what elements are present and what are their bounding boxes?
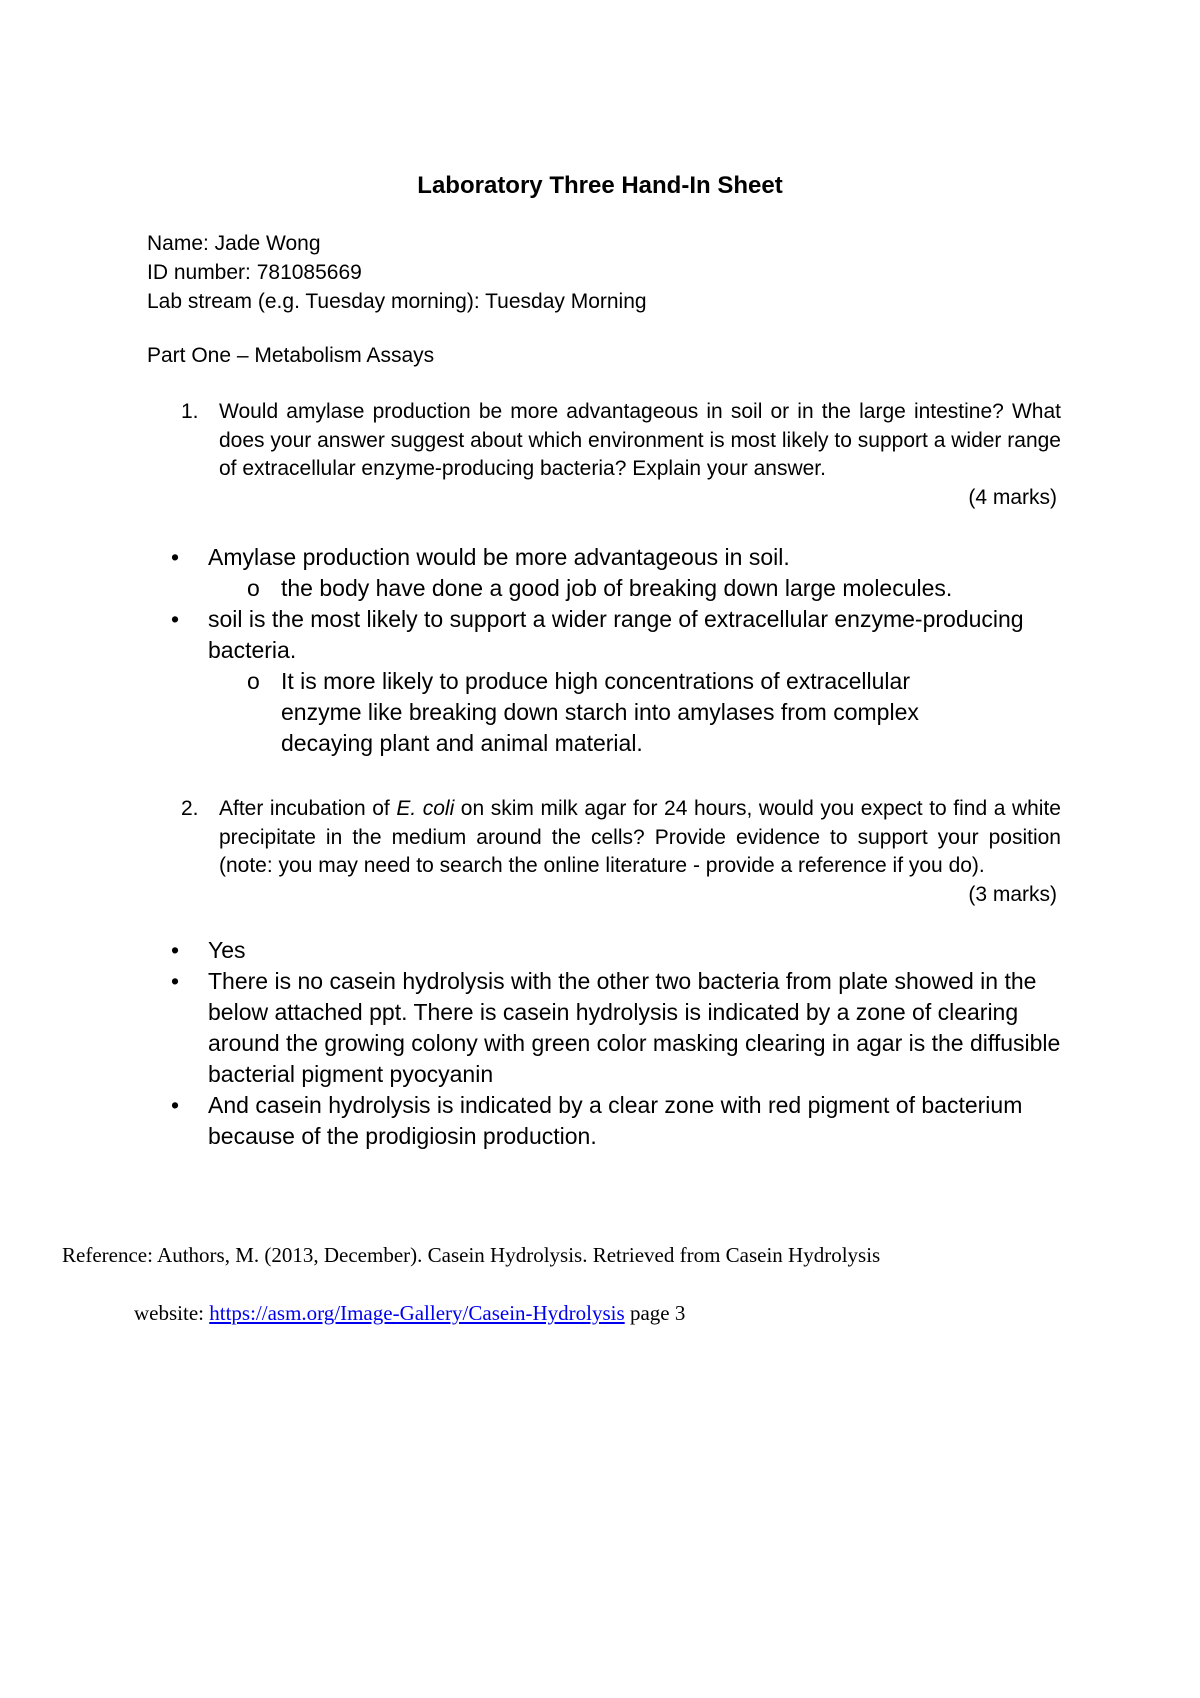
question-text: Would amylase production be more advantageous in soil or in the large intestine? What does your answer suggest about which environment is most likely to support a wider range of extracellular enzyme-producing bacteria? Explain your answer. — [219, 400, 1061, 480]
question-number: 1. — [181, 400, 199, 423]
question-text: After incubation of E. coli on skim milk agar for 24 hours, would you expect to find a white precipitate in the medium around the cells? Provide evidence to support your position (note: you may need to search the online literature - provide a reference if you do). — [219, 797, 1061, 877]
reference-line-1: Reference: Authors, M. (2013, December). Casein Hydrolysis. Retrieved from Casein Hydrolysis — [62, 1243, 881, 1267]
question-number: 2. — [181, 797, 199, 820]
answer-subbullet — [171, 666, 1081, 759]
subbullet-text: It is more likely to produce high concentrations of extracellular enzyme like breaking down starch into amylases from complex decaying plant and animal material. — [281, 668, 919, 756]
answer-bullet: • Amylase production would be more advantageous in soil. — [171, 542, 1081, 573]
answer-bullet: • Yes — [171, 935, 1081, 966]
question-2 — [181, 795, 1061, 909]
section-heading: Part One – Metabolism Assays — [147, 344, 435, 367]
answer-1 — [171, 542, 1081, 759]
question-marks: (3 marks) — [968, 882, 1057, 906]
answer-2 — [171, 935, 1081, 1152]
answer-bullet: • And casein hydrolysis is indicated by a clear zone with red pigment of bacterium because of the prodigiosin production. — [171, 1090, 1081, 1152]
answer-bullet: • There is no casein hydrolysis with the other two bacteria from plate showed in the below attached ppt. There is casein hydrolysis is indicated by a zone of clearing around the growing colony with green color masking clearing in agar is the diffusible bacterial pigment pyocyanin — [171, 966, 1081, 1090]
subbullet-marker: o — [247, 575, 260, 601]
organism-name: E. coli — [396, 797, 455, 820]
answer-subbullet — [171, 573, 1081, 604]
question-1 — [181, 398, 1061, 512]
reference-link[interactable]: https://asm.org/Image-Gallery/Casein-Hydrolysis — [209, 1301, 625, 1325]
answer-bullet: • soil is the most likely to support a wider range of extracellular enzyme-producing bacteria. — [171, 604, 1081, 666]
student-info — [147, 229, 647, 316]
question-marks: (4 marks) — [968, 485, 1057, 509]
reference-line-2: website: https://asm.org/Image-Gallery/Casein-Hydrolysis page 3 — [134, 1301, 686, 1325]
student-name: Name: Jade Wong — [147, 232, 321, 255]
page-title: Laboratory Three Hand-In Sheet — [417, 172, 783, 199]
student-id: ID number: 781085669 — [147, 261, 362, 284]
lab-stream: Lab stream (e.g. Tuesday morning): Tuesday Morning — [147, 290, 647, 313]
subbullet-text: the body have done a good job of breaking down large molecules. — [281, 575, 953, 601]
subbullet-marker: o — [247, 668, 260, 694]
